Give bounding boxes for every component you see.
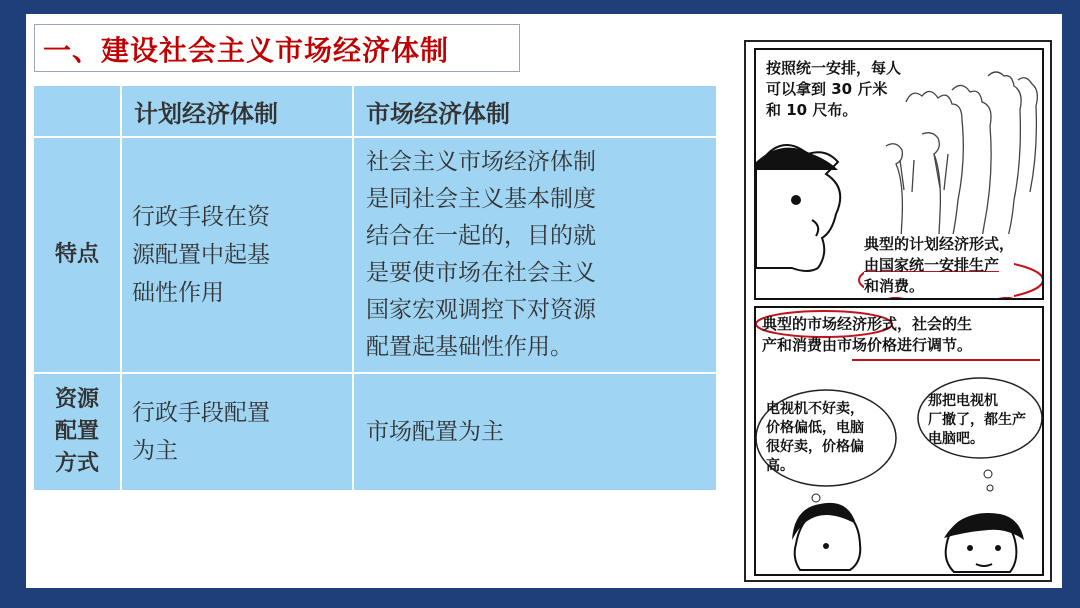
features-planned-line: 行政手段在资 xyxy=(132,204,270,230)
row-label-line: 配置 xyxy=(54,419,99,444)
row-label-allocation xyxy=(33,373,121,491)
features-market-line: 社会主义市场经济体制 xyxy=(366,149,596,175)
caption-line: 由国家统一安排生产 xyxy=(864,256,1000,274)
row-label-line: 资源 xyxy=(54,387,99,412)
bubble-line: 高。 xyxy=(766,458,794,474)
features-market-line: 国家宏观调控下对资源 xyxy=(366,297,596,323)
comparison-table xyxy=(32,84,718,492)
table-row-features xyxy=(33,137,717,373)
table-row-allocation xyxy=(33,373,717,491)
header-planned-economy: 计划经济体制 xyxy=(121,85,353,137)
caption-line: 典型的市场经济形式，社会的生 xyxy=(762,315,973,333)
planned-speech xyxy=(766,58,901,121)
bubble-line: 很好卖，价格偏 xyxy=(766,439,864,455)
allocation-planned-line: 行政手段配置 xyxy=(132,400,270,426)
features-market-line: 配置起基础性作用。 xyxy=(366,334,573,360)
market-caption xyxy=(762,314,972,356)
features-market-cell xyxy=(353,137,717,373)
allocation-planned-cell xyxy=(121,373,353,491)
row-label-line: 方式 xyxy=(54,451,99,476)
features-planned-cell xyxy=(121,137,353,373)
planned-caption xyxy=(864,234,1014,297)
page-title: 一、建设社会主义市场经济体制 xyxy=(43,34,450,67)
speech-line: 按照统一安排，每人 xyxy=(766,59,902,77)
caption-line: 产和消费由市场价格进行调节。 xyxy=(762,336,973,354)
speech-line: 和 10 尺布。 xyxy=(766,101,858,119)
bubble-line: 那把电视机 xyxy=(928,393,998,409)
features-market-line: 结合在一起的，目的就 xyxy=(366,223,596,249)
allocation-market-cell: 市场配置为主 xyxy=(353,373,717,491)
bubble-line: 厂撤了，都生产 xyxy=(928,412,1026,428)
speech-line: 可以拿到 30 斤米 xyxy=(766,80,888,98)
bubble-line: 电视机不好卖， xyxy=(766,401,864,417)
features-planned-line: 源配置中起基 xyxy=(132,242,270,268)
features-market-line: 是要使市场在社会主义 xyxy=(366,260,596,286)
comic-panel-market xyxy=(754,306,1044,576)
caption-line: 典型的计划经济形式， xyxy=(864,235,1015,253)
bubble-line: 价格偏低，电脑 xyxy=(766,420,864,436)
slide xyxy=(26,14,1062,588)
features-planned-line: 础性作用 xyxy=(132,280,224,306)
header-market-economy: 市场经济体制 xyxy=(353,85,717,137)
caption-line: 和消费。 xyxy=(864,277,925,295)
comic-panel-planned xyxy=(754,48,1044,300)
table-corner-cell xyxy=(33,85,121,137)
allocation-planned-line: 为主 xyxy=(132,438,178,464)
table-header-row xyxy=(33,85,717,137)
title-box xyxy=(34,24,520,72)
row-label-features: 特点 xyxy=(33,137,121,373)
features-market-line: 是同社会主义基本制度 xyxy=(366,186,596,212)
comic-illustration xyxy=(744,40,1052,582)
speech-bubble-right xyxy=(928,392,1026,449)
speech-bubble-left xyxy=(766,400,864,476)
bubble-line: 电脑吧。 xyxy=(928,431,984,447)
